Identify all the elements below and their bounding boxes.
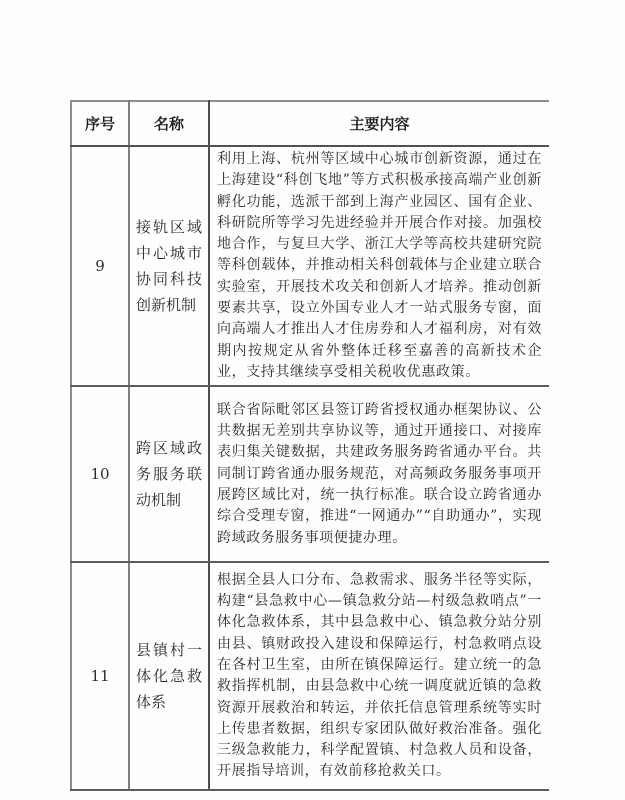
row-9-name-cell — [129, 146, 209, 386]
row-9-content: 利用上海、杭州等区域中心城市创新资源，通过在上海建设“科创飞地”等方式积极承接高端产业创新孵化功能，选派干部到上海产业园区、国有企业、科研院所等学习先进经验并开展合作对接。加强校地合作，与复旦大学、浙江大学等高校共建研究院等科创载体，并推动相关科创载体与企业建立联合实验室，开展技术攻关和创新人才培养。推动创新要素共享，设立外国专业人才一站式服务专窗，面向高端人才推出人才住房券和人才福利房，对有效期内按规定从省外整体迁移至嘉善的高新技术企业，支持其继续享受相关税收优惠政策。 — [209, 146, 549, 386]
measures-table — [70, 100, 549, 791]
column-header-content: 主要内容 — [209, 101, 549, 146]
table-row-9 — [71, 146, 549, 386]
table-row-11 — [71, 562, 549, 790]
column-header-index: 序号 — [71, 101, 129, 146]
row-10-index: 10 — [71, 386, 129, 562]
row-9-name: 接轨区域中心城市协同科技创新机制 — [136, 218, 202, 315]
row-10-name: 跨区域政务服务联动机制 — [136, 439, 202, 510]
row-11-name: 县镇村一体化急救体系 — [136, 641, 202, 712]
row-11-name-cell — [129, 562, 209, 790]
row-11-index: 11 — [71, 562, 129, 790]
table-header-row — [71, 101, 549, 146]
row-11-content: 根据全县人口分布、急救需求、服务半径等实际，构建“县急救中心—镇急救分站—村级急救哨点”一体化急救体系，其中县急救中心、镇急救分站分别由县、镇财政投入建设和保障运行，村急救哨点设在各村卫生室，由所在镇保障运行。建立统一的急救指挥机制，由县急救中心统一调度就近镇的急救资源开展救治和转运，并依托信息管理系统等实时上传患者数据，组织专家团队做好救治准备。强化三级急救能力，科学配置镇、村急救人员和设备，开展指导培训，有效前移抢救关口。 — [209, 562, 549, 790]
table-row-10 — [71, 386, 549, 562]
row-9-index: 9 — [71, 146, 129, 386]
row-10-content: 联合省际毗邻区县签订跨省授权通办框架协议、公共数据无差别共享协议等，通过开通接口、对接库表归集关键数据，共建政务服务跨省通办平台。共同制订跨省通办服务规范，对高频政务服务事项开展跨区域比对，统一执行标准。联合设立跨省通办综合受理专窗，推进“一网通办”“自助通办”，实现跨域政务服务事项便捷办理。 — [209, 386, 549, 562]
row-10-name-cell — [129, 386, 209, 562]
column-header-name: 名称 — [129, 101, 209, 146]
